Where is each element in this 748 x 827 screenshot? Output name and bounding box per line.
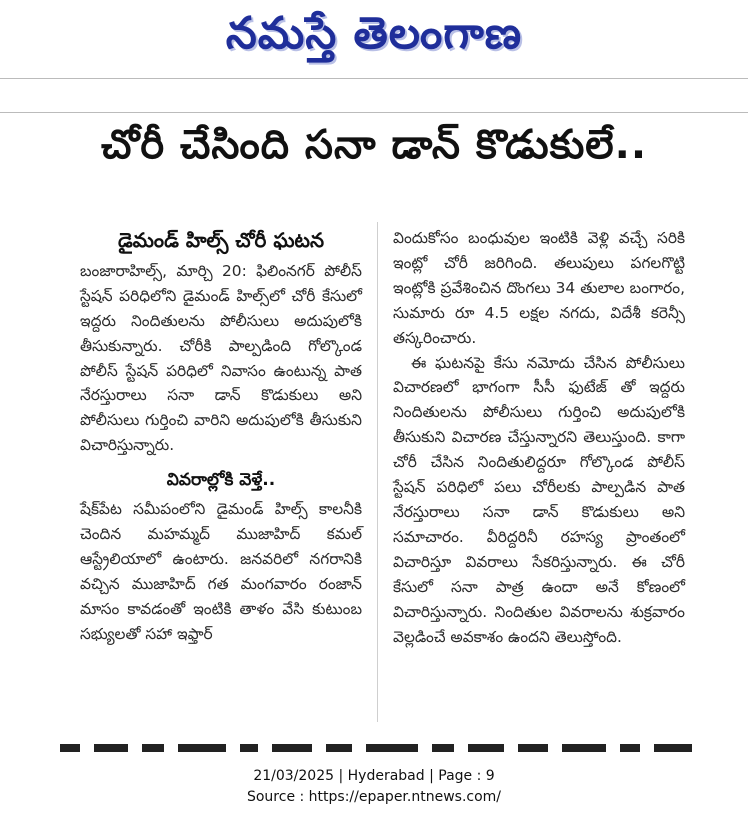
source-link[interactable]: Source : https://epaper.ntnews.com/ xyxy=(246,789,502,805)
masthead-divider xyxy=(0,78,748,79)
article-headline: చోరీ చేసింది సనా డాన్ కొడుకులే.. xyxy=(100,122,648,168)
article-left-column xyxy=(80,216,362,647)
column-divider xyxy=(377,222,378,722)
masthead xyxy=(0,0,748,76)
article-paragraph: బంజారాహిల్స్, మార్చి 20: ఫిలింనగర్ పోలీస్ స్టేషన్ పరిధిలోని డైమండ్ హిల్స్‌లో చోరీ కేసులో ఇద్దరు నిందితులను పోలీసులు అదుపులోకి తీసుకున్నారు. చోరీకి పాల్పడింది గోల్కొండ పోలీస్ స్టేషన్ పరిధిలో నివాసం ఉంటున్న పాత నేరస్తురాలు సనా డాన్ కొడుకులు అని పోలీసులు గుర్తించి వారిని అదుపులోకి తీసుకుని విచారిస్తున్నారు. xyxy=(80,261,362,455)
article-subheading: డైమండ్ హిల్స్ చోరీ ఘటన xyxy=(117,228,325,252)
article-paragraph: షేక్‌పేట సమీపంలోని డైమండ్ హిల్స్ కాలనీకి చెందిన మహమ్మద్ ముజాహిద్ కమల్ ఆస్ట్రేలియాలో ఉంటారు. జనవరిలో నగరానికి వచ్చిన ముజాహిద్ గత మంగవారం రంజాన్ మాసం కావడంతో ఇంటికి తాళం వేసి కుటుంబ సభ్యులతో సహా ఇఫ్తార్ xyxy=(80,500,362,643)
cut-off-next-headline xyxy=(60,744,710,752)
article-subheading-details: వివరాల్లోకి వెళ్తే.. xyxy=(166,470,276,491)
newspaper-logo: నమస్తే తెలంగాణ xyxy=(225,8,523,59)
edition-info: 21/03/2025 | Hyderabad | Page : 9 xyxy=(253,768,495,784)
article-paragraph: విందుకోసం బంధువుల ఇంటికి వెళ్లి వచ్చే సరికి ఇంట్లో చోరీ జరిగింది. తలుపులు పగలగొట్టి ఇంట్లోకి ప్రవేశించిన దొంగలు 34 తులాల బంగారం, సుమారు రూ 4.5 లక్షల నగదు, విదేశీ కరెన్సీ తస్కరించారు. xyxy=(393,229,685,347)
article-right-column xyxy=(393,226,685,649)
headline-top-divider xyxy=(0,112,748,113)
article-paragraph: ఈ ఘటనపై కేసు నమోదు చేసిన పోలీసులు విచారణలో భాగంగా సీసీ ఫుటేజ్ తో ఇద్దరు నిందితులను పోలీసులు గుర్తించి అదుపులోకి తీసుకుని విచారణ చేస్తున్నారని తెలుస్తుంది. కాగా చోరీ చేసిన నిందితులిద్దరూ గోల్కొండ పోలీస్ స్టేషన్ పరిధిలో పలు చోరీలకు పాల్పడిన పాత నేరస్తురాలు సనా డాన్ కొడుకులు అని సమాచారం. వీరిద్దరినీ రహస్య ప్రాంతంలో విచారిస్తూ వివరాలు సేకరిస్తున్నారు. ఈ చోరీ కేసులో సనా పాత్ర ఉందా అనే కోణంలో విచారిస్తున్నారు. నిందితుల వివరాలను శుక్రవారం వెల్లడించే అవకాశం ఉందని తెలుస్తోంది. xyxy=(393,353,685,646)
